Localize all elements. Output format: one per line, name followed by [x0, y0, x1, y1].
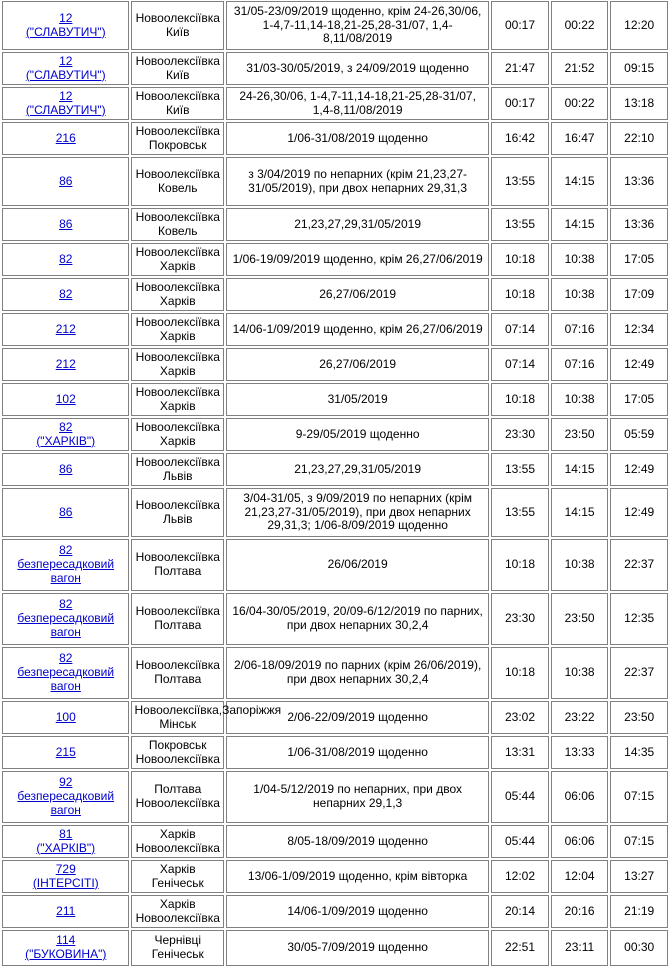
train-link[interactable] [5, 598, 126, 639]
days-cell: 1/06-19/09/2019 щоденно, крім 26,27/06/2019 [226, 243, 489, 276]
train-link-text: 212 [55, 356, 76, 371]
route-station: Новоолексіївка [135, 244, 220, 259]
days-cell: 31/05/2019 [226, 383, 489, 416]
route-station: Харків [159, 293, 196, 308]
train-link[interactable] [5, 90, 126, 118]
route-station: Харків [159, 896, 196, 911]
route-station: Новоолексіївка [135, 658, 220, 673]
arrival-time-cell: 00:17 [491, 87, 549, 120]
departure-time-cell: 20:16 [551, 895, 609, 928]
arrival-time-cell: 10:18 [491, 539, 549, 591]
train-number-cell [2, 453, 129, 486]
departure-time-cell: 00:22 [551, 1, 609, 50]
train-link-text: 114 [56, 933, 76, 948]
table-row [2, 383, 668, 416]
arrival-time-cell: 10:18 [491, 647, 549, 699]
table-row [2, 539, 668, 591]
departure-time-cell: 21:52 [551, 52, 609, 85]
route-cell [131, 87, 224, 120]
train-link-text: 729 [55, 861, 76, 876]
train-number-cell [2, 208, 129, 241]
route-station: Новоолексіївка [135, 10, 220, 25]
train-link-text: 86 [59, 504, 73, 519]
destination-arrival-cell: 17:09 [610, 278, 668, 311]
table-row [2, 825, 668, 858]
days-cell: 24-26,30/06, 1-4,7-11,14-18,21-25,28-31/07, 1,4-8,11/08/2019 [226, 87, 489, 120]
route-station: Новоолексіївка [135, 166, 220, 181]
route-station: Новоолексіївка [135, 751, 220, 766]
train-number-cell [2, 593, 129, 645]
train-link[interactable] [5, 863, 126, 891]
route-cell [131, 208, 224, 241]
train-link-text: вагон [50, 570, 81, 585]
route-station: Ковель [158, 180, 198, 195]
days-cell: 31/05-23/09/2019 щоденно, крім 24-26,30/06, 1-4,7-11,14-18,21-25,28-31/07, 1,4-8,11/08/2019 [226, 1, 489, 50]
destination-arrival-cell: 13:36 [610, 157, 668, 206]
destination-arrival-cell: 05:59 [610, 418, 668, 451]
table-row [2, 488, 668, 537]
train-number-cell [2, 488, 129, 537]
table-row [2, 895, 668, 928]
departure-time-cell: 07:16 [551, 348, 609, 381]
train-link[interactable] [5, 218, 126, 232]
train-number-cell [2, 157, 129, 206]
arrival-time-cell: 13:31 [491, 736, 549, 769]
route-station: Харків [159, 258, 196, 273]
arrival-time-cell: 22:51 [491, 930, 549, 966]
route-station: Новоолексіївка [135, 123, 220, 138]
train-number-cell [2, 539, 129, 591]
train-number-cell [2, 313, 129, 346]
train-number-cell [2, 243, 129, 276]
route-station: Ковель [158, 223, 198, 238]
train-link-text: 211 [56, 903, 76, 918]
route-station: Полтава [154, 672, 202, 686]
route-station: Харків [159, 433, 196, 448]
train-number-cell [2, 860, 129, 893]
train-number-cell [2, 278, 129, 311]
train-link-text: 86 [59, 216, 73, 231]
arrival-time-cell: 10:18 [491, 243, 549, 276]
days-cell: 26/06/2019 [226, 539, 489, 591]
departure-time-cell: 14:15 [551, 208, 609, 241]
train-link-text: безпересадковий [17, 557, 115, 572]
route-station: Новоолексіївка [135, 88, 220, 103]
destination-arrival-cell: 07:15 [610, 771, 668, 823]
route-cell [131, 771, 224, 823]
table-row [2, 418, 668, 451]
train-number-cell [2, 383, 129, 416]
train-link-text: вагон [50, 678, 81, 693]
route-station: Харків Генічеськ [151, 861, 204, 890]
days-cell: 14/06-1/09/2019 щоденно [226, 895, 489, 928]
days-cell: 3/04-31/05, з 9/09/2019 по непарних (крім 21,23,27-31/05/2019), при двох непарних 29,31,3; 1/06-8/09/2019 щоденно [226, 488, 489, 537]
route-cell [131, 383, 224, 416]
route-station: Харків [159, 328, 196, 343]
train-link-text: ("СЛАВУТИЧ") [25, 24, 106, 39]
train-number-cell [2, 930, 129, 966]
route-cell [131, 860, 224, 893]
route-station: Покровськ [148, 737, 207, 752]
train-link[interactable] [5, 175, 126, 189]
days-cell: 31/03-30/05/2019, з 24/09/2019 щоденно [226, 52, 489, 85]
table-row [2, 1, 668, 50]
route-cell [131, 647, 224, 699]
train-number-cell [2, 87, 129, 120]
arrival-time-cell: 07:14 [491, 313, 549, 346]
route-cell [131, 243, 224, 276]
departure-time-cell: 12:04 [551, 860, 609, 893]
arrival-time-cell: 05:44 [491, 771, 549, 823]
train-link-text: 86 [59, 461, 73, 476]
train-link[interactable] [5, 652, 126, 693]
route-cell [131, 539, 224, 591]
train-link-text: вагон [50, 802, 81, 817]
destination-arrival-cell: 21:19 [610, 895, 668, 928]
train-link[interactable] [5, 776, 126, 817]
route-cell [131, 313, 224, 346]
train-link-text: 12 [59, 53, 73, 68]
table-row [2, 701, 668, 734]
route-station: Полтава [154, 618, 202, 632]
table-row [2, 157, 668, 206]
train-link-text: 92 [59, 775, 73, 790]
arrival-time-cell: 23:30 [491, 418, 549, 451]
arrival-time-cell: 12:02 [491, 860, 549, 893]
route-station: Новоолексіївка [135, 384, 220, 399]
arrival-time-cell: 10:18 [491, 278, 549, 311]
train-link-text: 102 [55, 391, 76, 406]
train-link-text: 12 [59, 88, 73, 103]
days-cell: 13/06-1/09/2019 щоденно, крім вівторка [226, 860, 489, 893]
destination-arrival-cell: 14:35 [610, 736, 668, 769]
route-cell [131, 488, 224, 537]
arrival-time-cell: 23:30 [491, 593, 549, 645]
train-link[interactable] [5, 288, 126, 302]
days-cell: 1/06-31/08/2019 щоденно [226, 736, 489, 769]
days-cell: 21,23,27,29,31/05/2019 [226, 208, 489, 241]
train-number-cell [2, 52, 129, 85]
train-number-cell [2, 736, 129, 769]
departure-time-cell: 14:15 [551, 453, 609, 486]
days-cell: 30/05-7/09/2019 щоденно [226, 930, 489, 966]
destination-arrival-cell: 22:10 [610, 122, 668, 155]
train-link-text: 81 [59, 826, 73, 841]
route-station: Новоолексіївка [135, 53, 220, 68]
train-number-cell [2, 825, 129, 858]
route-station: Новоолексіївка,Запоріжжя [134, 702, 282, 717]
departure-time-cell: 23:22 [551, 701, 609, 734]
days-cell: 9-29/05/2019 щоденно [226, 418, 489, 451]
destination-arrival-cell: 13:36 [610, 208, 668, 241]
train-link[interactable] [5, 934, 126, 962]
route-cell [131, 278, 224, 311]
route-station: Генічеськ [151, 947, 204, 961]
route-cell [131, 825, 224, 858]
train-link-text: безпересадковий [17, 611, 115, 626]
destination-arrival-cell: 17:05 [610, 383, 668, 416]
train-link-text: 216 [55, 130, 76, 145]
train-link-text: 86 [59, 173, 73, 188]
table-row [2, 930, 668, 966]
train-link[interactable] [5, 421, 126, 449]
train-link-text: 82 [59, 543, 73, 558]
train-link-text: 82 [59, 419, 73, 434]
destination-arrival-cell: 13:18 [610, 87, 668, 120]
route-cell [131, 348, 224, 381]
train-link-text: 100 [55, 709, 76, 724]
destination-arrival-cell: 12:49 [610, 488, 668, 537]
arrival-time-cell: 10:18 [491, 383, 549, 416]
train-number-cell [2, 771, 129, 823]
train-link[interactable] [5, 132, 126, 146]
route-cell [131, 895, 224, 928]
route-station: Львів [162, 468, 193, 483]
route-station: Новоолексіївка [135, 419, 220, 434]
route-cell [131, 52, 224, 85]
departure-time-cell: 10:38 [551, 647, 609, 699]
train-link-text: 82 [59, 286, 73, 301]
route-station: Покровськ [148, 137, 207, 152]
route-station: Новоолексіївка [135, 454, 220, 469]
train-link[interactable] [5, 323, 126, 337]
train-number-cell [2, 348, 129, 381]
destination-arrival-cell: 12:34 [610, 313, 668, 346]
arrival-time-cell: 05:44 [491, 825, 549, 858]
destination-arrival-cell: 12:20 [610, 1, 668, 50]
train-link[interactable] [5, 253, 126, 267]
route-cell [131, 1, 224, 50]
days-cell: 26,27/06/2019 [226, 278, 489, 311]
destination-arrival-cell: 12:49 [610, 453, 668, 486]
train-link-text: ("ХАРКІВ") [36, 433, 96, 448]
train-number-cell [2, 701, 129, 734]
route-station: Новоолексіївка [135, 349, 220, 364]
route-station: Львів [162, 511, 193, 526]
destination-arrival-cell: 17:05 [610, 243, 668, 276]
table-row [2, 593, 668, 645]
route-station: Новоолексіївка [135, 497, 220, 512]
arrival-time-cell: 20:14 [491, 895, 549, 928]
arrival-time-cell: 13:55 [491, 157, 549, 206]
arrival-time-cell: 07:14 [491, 348, 549, 381]
destination-arrival-cell: 07:15 [610, 825, 668, 858]
train-link[interactable] [5, 55, 126, 83]
train-number-cell [2, 895, 129, 928]
departure-time-cell: 10:38 [551, 383, 609, 416]
route-station: Новоолексіївка [135, 604, 220, 619]
train-link[interactable] [5, 905, 126, 919]
train-link[interactable] [5, 12, 126, 40]
table-row [2, 860, 668, 893]
table-row [2, 87, 668, 120]
route-station: Новоолексіївка [135, 550, 220, 565]
destination-arrival-cell: 13:27 [610, 860, 668, 893]
departure-time-cell: 23:50 [551, 418, 609, 451]
train-link-text: ("СЛАВУТИЧ") [25, 67, 106, 82]
route-cell [131, 122, 224, 155]
route-station: Новоолексіївка [135, 840, 220, 855]
table-row [2, 122, 668, 155]
train-number-cell [2, 418, 129, 451]
train-link-text: 212 [55, 321, 76, 336]
train-link-text: вагон [50, 624, 81, 639]
table-row [2, 453, 668, 486]
days-cell: 14/06-1/09/2019 щоденно, крім 26,27/06/2019 [226, 313, 489, 346]
departure-time-cell: 13:33 [551, 736, 609, 769]
train-link[interactable] [5, 393, 126, 407]
route-station: Полтава [154, 564, 202, 578]
days-cell: 26,27/06/2019 [226, 348, 489, 381]
schedule-body [2, 1, 668, 966]
destination-arrival-cell: 12:49 [610, 348, 668, 381]
destination-arrival-cell: 12:35 [610, 593, 668, 645]
destination-arrival-cell: 09:15 [610, 52, 668, 85]
route-station: Київ [166, 102, 190, 117]
days-cell: 21,23,27,29,31/05/2019 [226, 453, 489, 486]
train-link[interactable] [5, 358, 126, 372]
arrival-time-cell: 21:47 [491, 52, 549, 85]
train-link[interactable] [5, 828, 126, 856]
route-station: Київ [166, 67, 190, 82]
departure-time-cell: 00:22 [551, 87, 609, 120]
departure-time-cell: 10:38 [551, 539, 609, 591]
train-link-text: 215 [55, 744, 76, 759]
arrival-time-cell: 13:55 [491, 488, 549, 537]
train-link-text: ("ХАРКІВ") [36, 840, 96, 855]
route-station: Харків [159, 363, 196, 378]
route-cell [131, 701, 282, 734]
route-station: Київ [166, 24, 190, 39]
route-cell [131, 453, 224, 486]
train-link[interactable] [5, 711, 126, 725]
table-row [2, 52, 668, 85]
route-station: Новоолексіївка [135, 796, 220, 810]
train-number-cell [2, 122, 129, 155]
table-row [2, 771, 668, 823]
train-link[interactable] [5, 746, 126, 760]
train-number-cell [2, 647, 129, 699]
route-station: Полтава [154, 782, 202, 797]
train-link-text: 82 [59, 651, 73, 666]
destination-arrival-cell: 22:37 [610, 647, 668, 699]
table-row [2, 736, 668, 769]
arrival-time-cell: 13:55 [491, 453, 549, 486]
route-station: Чернівці [154, 933, 202, 948]
departure-time-cell: 07:16 [551, 313, 609, 346]
route-cell [131, 593, 224, 645]
train-link-text: ("СЛАВУТИЧ") [25, 102, 106, 117]
train-link-text: (ІНТЕРСІТІ) [32, 875, 99, 890]
route-station: Мінськ [159, 716, 197, 731]
departure-time-cell: 14:15 [551, 488, 609, 537]
train-link-text: ("БУКОВИНА") [25, 947, 107, 961]
route-station: Харків [159, 398, 196, 413]
train-link-text: безпересадковий [17, 789, 115, 804]
departure-time-cell: 06:06 [551, 771, 609, 823]
days-cell: з 3/04/2019 по непарних (крім 21,23,27-31/05/2019), при двох непарних 29,31,3 [226, 157, 489, 206]
route-cell [131, 736, 224, 769]
train-number-cell [2, 1, 129, 50]
destination-arrival-cell: 23:50 [610, 701, 668, 734]
days-cell: 1/06-31/08/2019 щоденно [226, 122, 489, 155]
train-link[interactable] [5, 544, 126, 585]
route-cell [131, 418, 224, 451]
train-link-text: 12 [59, 10, 73, 25]
route-station: Харків [159, 826, 196, 841]
table-row [2, 647, 668, 699]
days-cell: 2/06-22/09/2019 щоденно [226, 701, 489, 734]
table-row [2, 243, 668, 276]
route-cell [131, 157, 224, 206]
departure-time-cell: 06:06 [551, 825, 609, 858]
departure-time-cell: 23:11 [551, 930, 609, 966]
arrival-time-cell: 13:55 [491, 208, 549, 241]
train-link[interactable] [5, 506, 126, 520]
table-row [2, 278, 668, 311]
route-station: Новоолексіївка [135, 314, 220, 329]
route-cell [131, 930, 224, 966]
table-row [2, 313, 668, 346]
departure-time-cell: 10:38 [551, 243, 609, 276]
departure-time-cell: 10:38 [551, 278, 609, 311]
departure-time-cell: 14:15 [551, 157, 609, 206]
days-cell: 16/04-30/05/2019, 20/09-6/12/2019 по парних, при двох непарних 30,2,4 [226, 593, 489, 645]
arrival-time-cell: 16:42 [491, 122, 549, 155]
table-row [2, 208, 668, 241]
days-cell: 1/04-5/12/2019 по непарних, при двох непарних 29,1,3 [226, 771, 489, 823]
destination-arrival-cell: 00:30 [610, 930, 668, 966]
train-link-text: 82 [59, 597, 73, 612]
train-link-text: безпересадковий [17, 665, 115, 680]
destination-arrival-cell: 22:37 [610, 539, 668, 591]
train-link-text: 82 [59, 251, 73, 266]
arrival-time-cell: 23:02 [491, 701, 549, 734]
departure-time-cell: 23:50 [551, 593, 609, 645]
table-row [2, 348, 668, 381]
route-station: Новоолексіївка [135, 910, 220, 925]
train-link[interactable] [5, 463, 126, 477]
route-station: Новоолексіївка [135, 209, 220, 224]
days-cell: 8/05-18/09/2019 щоденно [226, 825, 489, 858]
departure-time-cell: 16:47 [551, 122, 609, 155]
route-station: Новоолексіївка [135, 279, 220, 294]
days-cell: 2/06-18/09/2019 по парних (крім 26/06/2019), при двох непарних 30,2,4 [226, 647, 489, 699]
arrival-time-cell: 00:17 [491, 1, 549, 50]
